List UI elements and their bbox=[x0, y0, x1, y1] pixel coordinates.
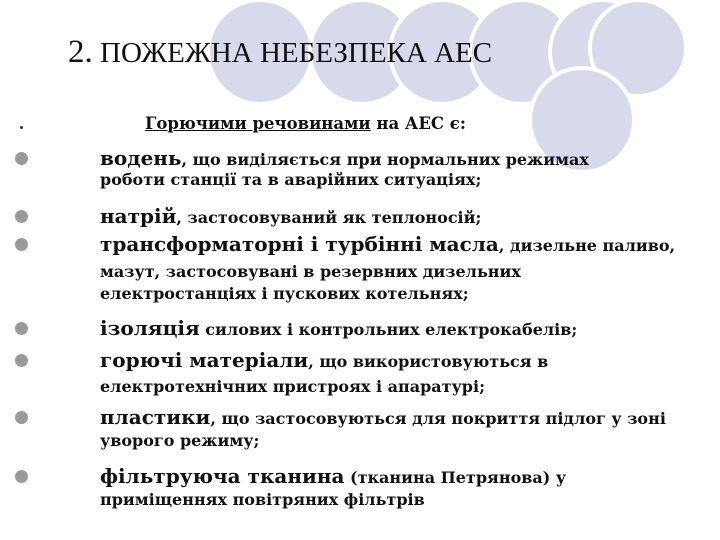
item-continuation: уворого режиму; bbox=[100, 431, 260, 450]
list-item bbox=[0, 204, 720, 230]
item-line bbox=[100, 348, 548, 374]
item-term: натрій bbox=[100, 204, 177, 228]
list-item bbox=[0, 232, 720, 304]
item-rest: , що виділяється при нормальних режимах bbox=[181, 150, 589, 169]
list-item bbox=[0, 348, 720, 398]
item-rest: (тканина Петрянова) у bbox=[344, 468, 567, 487]
bullet-icon bbox=[15, 152, 28, 165]
bullet-icon bbox=[15, 411, 28, 424]
item-term: ізоляція bbox=[100, 316, 200, 340]
item-line bbox=[100, 204, 481, 230]
item-rest: , застосовуваний як теплоносій; bbox=[176, 208, 482, 227]
item-rest: , дизельне паливо, bbox=[498, 236, 676, 255]
bullet-icon bbox=[15, 354, 28, 367]
item-line bbox=[100, 405, 666, 431]
intro-underlined: Горючими речовинами bbox=[145, 114, 371, 133]
small-dot-icon bbox=[20, 126, 23, 129]
item-line bbox=[100, 232, 675, 258]
item-continuation: приміщеннях повітряних фільтрів bbox=[100, 490, 425, 509]
item-term: трансформаторні і турбінні масла bbox=[100, 232, 499, 256]
slide-title bbox=[68, 34, 492, 71]
item-line bbox=[100, 316, 577, 342]
list-item bbox=[0, 316, 720, 342]
item-continuation: мазут, застосовувані в резервних дизельних bbox=[100, 262, 521, 281]
item-term: фільтруюча тканина bbox=[100, 464, 345, 488]
title-number: 2. bbox=[68, 34, 93, 70]
bullet-icon bbox=[15, 238, 28, 251]
bullet-icon bbox=[15, 210, 28, 223]
item-continuation: електростанціях і пускових котельнях; bbox=[100, 284, 469, 303]
item-rest: , що використовуються в bbox=[308, 352, 549, 371]
list-item bbox=[0, 464, 720, 514]
item-term: водень bbox=[100, 146, 182, 170]
title-text: ПОЖЕЖНА НЕБЕЗПЕКА АЕС bbox=[100, 37, 493, 69]
item-line bbox=[100, 464, 566, 490]
item-continuation: роботи станції та в аварійних ситуаціях; bbox=[100, 170, 482, 189]
list-item bbox=[0, 405, 720, 455]
bullet-icon bbox=[15, 322, 28, 335]
item-term: пластики bbox=[100, 405, 211, 429]
intro-line bbox=[0, 112, 720, 138]
list-item bbox=[0, 146, 720, 196]
item-rest: , що застосовуються для покриття підлог у зоні bbox=[210, 409, 666, 428]
item-rest: силових і контрольних електрокабелів; bbox=[199, 320, 578, 339]
intro-text bbox=[145, 114, 466, 133]
item-line bbox=[100, 146, 589, 172]
item-term: горючі матеріали bbox=[100, 348, 309, 372]
intro-rest: на АЕС є: bbox=[370, 114, 466, 133]
item-continuation: електротехнічних пристроях і апаратурі; bbox=[100, 377, 485, 396]
bullet-icon bbox=[15, 470, 28, 483]
